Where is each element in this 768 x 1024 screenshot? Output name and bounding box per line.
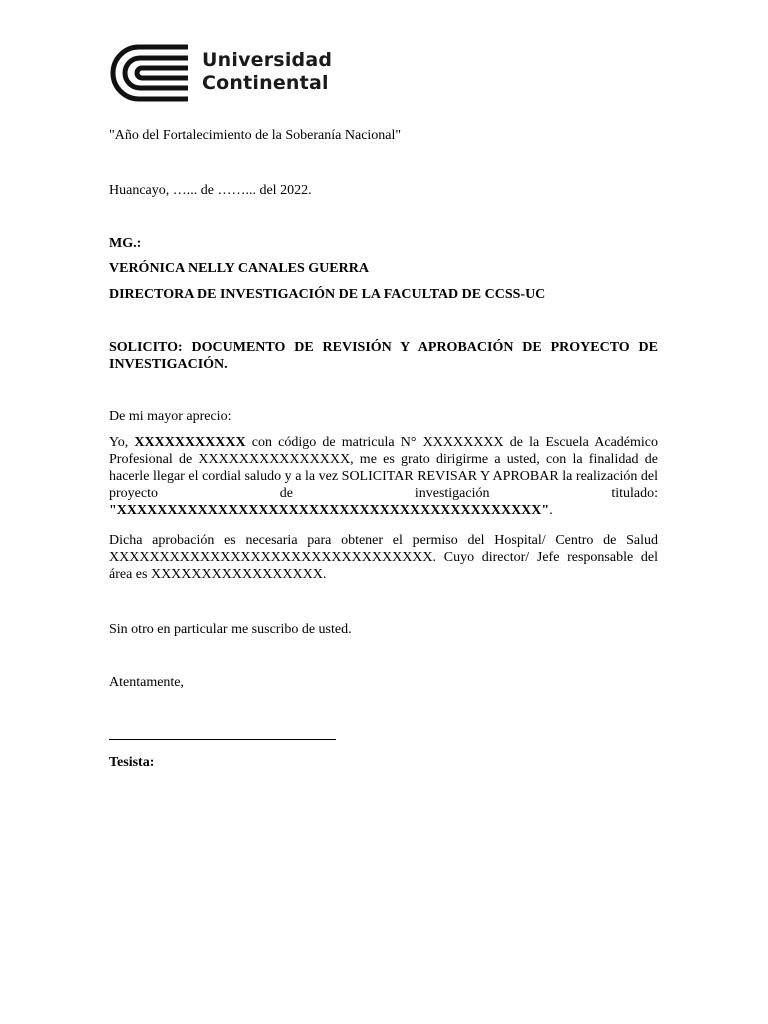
project-title-placeholder: "XXXXXXXXXXXXXXXXXXXXXXXXXXXXXXXXXXXXXXXXXX" [109, 503, 550, 518]
approval-paragraph: Dicha aprobación es necesaria para obtener el permiso del Hospital/ Centro de Salud XXXXXXXXXXXXXXXXXXXXXXXXXXXXXXXX. Cuyo director/ Jefe responsable del área es XXXXXXXXXXXXXXXXX. [109, 533, 658, 582]
logo-wordmark [202, 49, 332, 95]
student-code-placeholder: XXXXXXXXXXX [134, 435, 246, 450]
continental-emblem-icon [109, 44, 191, 102]
paragraph-prefix: Yo, [109, 435, 135, 450]
subject-line-1: SOLICITO: DOCUMENTO DE REVISIÓN Y APROBACIÓN DE PROYECTO DE [109, 340, 658, 355]
recipient-title: MG.: [109, 236, 142, 251]
recipient-position: DIRECTORA DE INVESTIGACIÓN DE LA FACULTAD DE CCSS-UC [109, 287, 546, 302]
closing-line: Sin otro en particular me suscribo de usted. [109, 622, 352, 637]
farewell-line: Atentamente, [109, 675, 185, 690]
signature-label: Tesista: [109, 755, 155, 770]
logo-line-2: Continental [202, 72, 329, 94]
logo-line-1: Universidad [202, 49, 333, 71]
paragraph-body: con código de matricula N° XXXXXXXX de la Escuela Académico Profesional de XXXXXXXXXXXXXXX, me es grato dirigirme a usted, con la finalidad de hacerle llegar el cordial saludo y a la vez SOLICITAR REVISAR Y APROBAR la realización del proyecto de investigación titulado: [109, 435, 658, 501]
recipient-name: VERÓNICA NELLY CANALES GUERRA [109, 261, 369, 276]
paragraph-suffix: . [549, 503, 553, 518]
signature-line [109, 739, 336, 740]
greeting: De mi mayor aprecio: [109, 409, 232, 424]
subject-line-2: INVESTIGACIÓN. [109, 357, 228, 372]
request-paragraph [109, 434, 658, 519]
year-motto: "Año del Fortalecimiento de la Soberanía Nacional" [109, 128, 402, 143]
date-line: Huancayo, …... de ……... del 2022. [109, 183, 312, 198]
university-logo [109, 44, 333, 102]
